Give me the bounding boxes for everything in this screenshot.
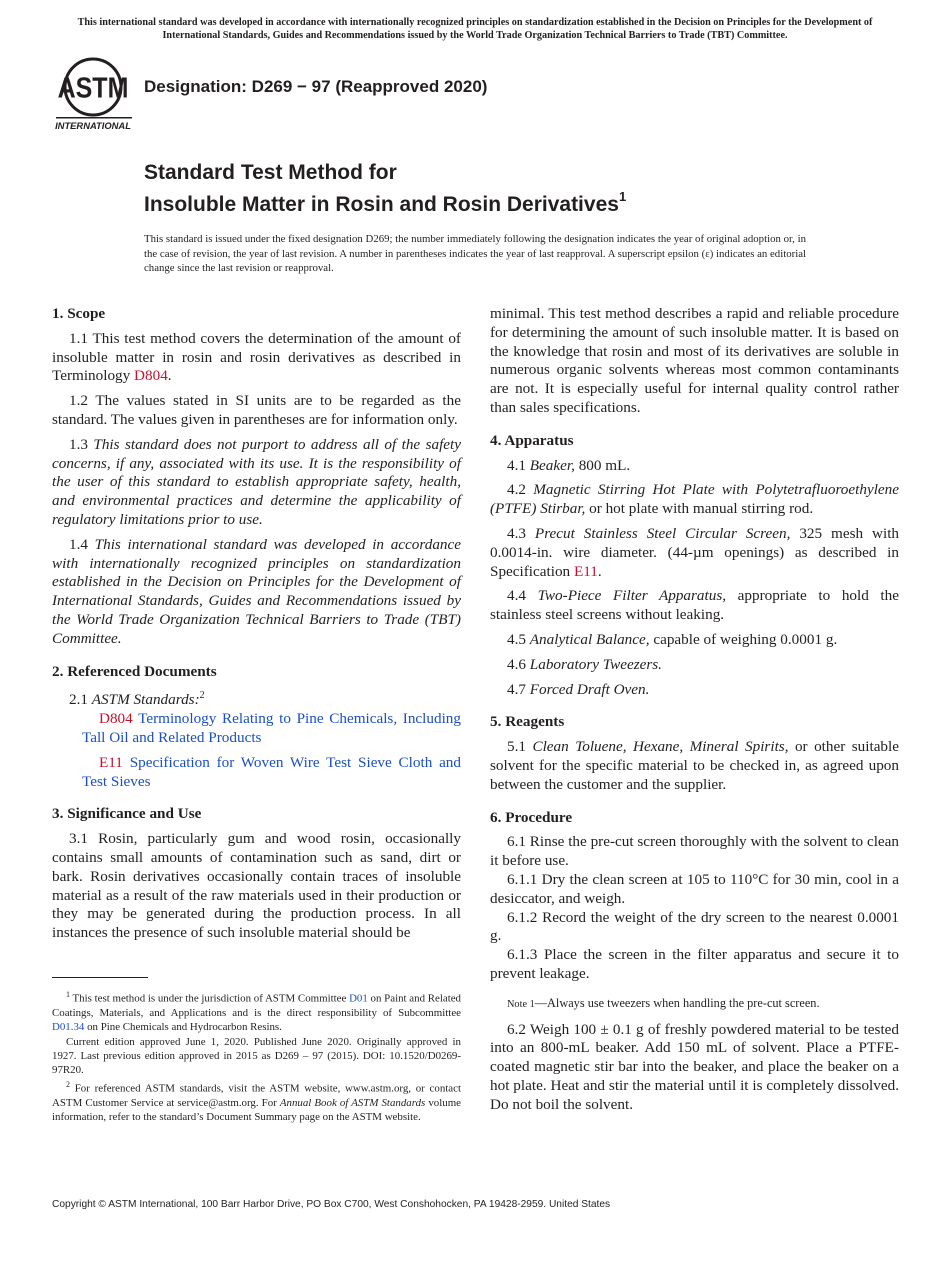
section-heading-referenced-documents: 2. Referenced Documents [52, 662, 217, 680]
title-footnote-marker: 1 [618, 189, 627, 204]
note-1: Note 1—Always use tweezers when handling the pre-cut screen. [507, 995, 820, 1010]
paragraph-6-1-2: 6.1.2 Record the weight of the dry screen to the nearest 0.0001 g. [490, 908, 899, 945]
paragraph-5-1: 5.1 Clean Toluene, Hexane, Mineral Spirits, or other suitable solvent for the specific material to be checked in, as agreed upon between the customer and the supplier. [490, 738, 899, 793]
left-column [52, 305, 461, 949]
apparatus-item-4-2: 4.2 Magnetic Stirring Hot Plate with Polytetrafluoroethylene (PTFE) Stirbar, or hot plate with manual stirring rod. [490, 481, 899, 518]
apparatus-item-4-6: 4.6 Laboratory Tweezers. [507, 655, 662, 673]
title-line-2: Insoluble Matter in Rosin and Rosin Derivatives [144, 193, 619, 216]
international-standard-notice: This international standard was developed in accordance with internationally recognized principles on standardization established in the Decision on Principles for the Development of International Standards, Guides and Recommendations issued by the World Trade Organization Technical Barriers to Trade (TBT) Committee. [77, 17, 873, 41]
astm-logo [52, 56, 136, 132]
apparatus-item-4-3: 4.3 Precut Stainless Steel Circular Screen, 325 mesh with 0.0014-in. wire diameter. (44-µm openings) as described in Specification E11. [490, 524, 900, 580]
footnotes [52, 988, 461, 1125]
link-e11[interactable]: E11 [573, 562, 598, 580]
footnote-2: $^2$ For referenced ASTM standards, visit the ASTM website, www.astm.org, or contact ASTM Customer Service at service@astm.org. For Annual Book of ASTM Standards volume information, refer to the standard’s Document Summary page on the ASTM website. [52, 1080, 462, 1123]
paragraph-3-1: 3.1 Rosin, particularly gum and wood rosin, occasionally contains small amounts of contamination such as sand, dirt or bark. Rosin derivatives occasionally contain traces of insoluble material as a result of the raw materials used in their production or they may be generated during the production process. In all instances the presence of such insoluble material should be [52, 830, 461, 942]
reference-d804[interactable]: D804 Terminology Relating to Pine Chemicals, Including Tall Oil and Related Products [82, 710, 461, 746]
section-heading-scope: 1. Scope [52, 305, 106, 322]
right-column [490, 305, 899, 1120]
apparatus-item-4-5: 4.5 Analytical Balance, capable of weighing 0.0001 g. [507, 630, 838, 648]
page-title [144, 160, 626, 218]
paragraph-3-1-continued: minimal. This test method describes a rapid and reliable procedure for determining the amount of such insoluble matter. It is based on the knowledge that rosin and most of its derivatives are soluble in numerous organic solvents whereas most common contaminants are not. It is especially useful for internal quality control rather than sales specifications. [490, 305, 899, 416]
paragraph-6-1-1: 6.1.1 Dry the clean screen at 105 to 110°C for 30 min, cool in a desiccator, and weigh. [490, 870, 899, 907]
link-d01-34[interactable]: D01.34 [52, 1020, 85, 1033]
copyright: Copyright © ASTM International, 100 Barr Harbor Drive, PO Box C700, West Conshohocken, PA 19428-2959. United States [52, 1199, 611, 1210]
section-heading-reagents: 5. Reagents [490, 713, 565, 731]
paragraph-1-1: 1.1 This test method covers the determination of the amount of insoluble matter in rosin and rosin derivatives as described in Terminology D804. [52, 329, 461, 385]
svg-text:ASTM: ASTM [57, 71, 129, 104]
title-line-1: Standard Test Method for [144, 161, 397, 184]
paragraph-2-1: 2.1 ASTM Standards:$^2$ [69, 690, 205, 709]
designation: Designation: D269 − 97 (Reapproved 2020) [144, 77, 488, 96]
paragraph-1-4: 1.4 This international standard was developed in accordance with internationally recognized principles on standardization established in the Decision on Principles for the Development of International Standards, Guides and Recommendations issued by the World Trade Organization Technical Barriers to Trade (TBT) Committee. [52, 535, 461, 647]
apparatus-item-4-1: 4.1 Beaker, 800 mL. [507, 456, 631, 474]
issuance-note: This standard is issued under the fixed designation D269; the number immediately following the designation indicates the year of original adoption or, in the case of revision, the year of last revision. A number in parentheses indicates the year of last reapproval. A superscript epsilon (ε) indicates an editorial change since the last revision or reapproval. [144, 233, 806, 275]
paragraph-6-1-3: 6.1.3 Place the screen in the filter apparatus and secure it to prevent leakage. [490, 946, 899, 982]
paragraph-6-2: 6.2 Weigh 100 ± 0.1 g of freshly powdered material to be tested into an 800-mL beaker. Add 150 mL of solvent. Place a PTFE-coated magnetic stir bar into the beaker, and place the beaker on a hot plate. Heat and stir the material until it is completely dissolved. Do not boil the solvent. [490, 1020, 899, 1113]
footnote-divider [52, 977, 148, 978]
link-d01[interactable]: D01 [349, 992, 368, 1005]
footnote-1-edition: Current edition approved June 1, 2020. Published June 2020. Originally approved in 1927. Last previous edition approved in 2015 as D269 – 97 (2015). DOI: 10.1520/D0269-97R20. [52, 1035, 461, 1077]
paragraph-1-2: 1.2 The values stated in SI units are to be regarded as the standard. The values given in parentheses are for information only. [52, 392, 461, 428]
paragraph-1-3: 1.3 This standard does not purport to address all of the safety concerns, if any, associated with its use. It is the responsibility of the user of this standard to establish appropriate safety, health, and environmental practices and determine the applicability of regulatory limitations prior to use. [52, 435, 462, 528]
section-heading-apparatus: 4. Apparatus [490, 431, 574, 449]
apparatus-item-4-4: 4.4 Two-Piece Filter Apparatus, appropriate to hold the stainless steel screens without leaking. [490, 587, 899, 624]
section-heading-procedure: 6. Procedure [490, 808, 573, 826]
footnote-1: $^1$ This test method is under the jurisdiction of ASTM Committee D01 on Paint and Related Coatings, Materials, and Applications and is the direct responsibility of Subcommittee D01.34 on Pine Chemicals and Hydrocarbon Resins. [52, 990, 462, 1033]
paragraph-6-1: 6.1 Rinse the pre-cut screen thoroughly with the solvent to clean it before use. [490, 833, 899, 870]
section-heading-significance: 3. Significance and Use [52, 805, 202, 823]
reference-e11[interactable]: E11 Specification for Woven Wire Test Sieve Cloth and Test Sieves [82, 753, 461, 790]
svg-text:INTERNATIONAL: INTERNATIONAL [55, 120, 131, 131]
apparatus-item-4-7: 4.7 Forced Draft Oven. [507, 680, 650, 698]
link-d804[interactable]: D804 [134, 367, 168, 385]
